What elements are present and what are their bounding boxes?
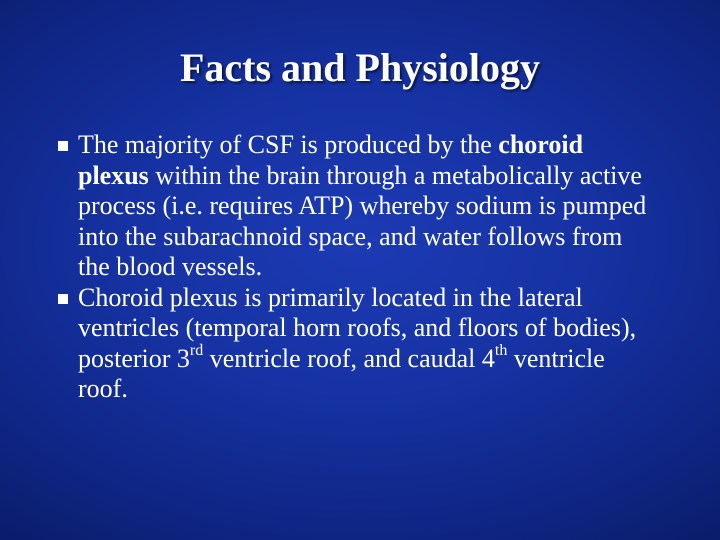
bullet-text: The majority of CSF is produced by the (78, 130, 499, 159)
slide-title: Facts and Physiology (179, 45, 541, 90)
bold-term-choroid-plexus: choroid plexus (78, 130, 584, 190)
bullet-item-choroid-location (58, 283, 658, 405)
superscript-ordinal: th (494, 341, 508, 359)
bullet-list (58, 130, 658, 405)
square-bullet-icon (58, 141, 68, 151)
square-bullet-icon (58, 294, 68, 304)
superscript-ordinal: rd (189, 341, 204, 359)
bullet-text: ventricle roof. (78, 343, 605, 403)
bullet-text: Choroid plexus is primarily located in the lateral ventricles (temporal horn roofs, and floors of bodies), posterior 3 (78, 282, 637, 373)
bullet-text: ventricle roof, and caudal 4 (203, 343, 495, 373)
bullet-text: within the brain through a metabolically active process (i.e. requires ATP) whereby sodium is pumped into the subarachnoid space, and water follows from the blood vessels. (78, 160, 647, 281)
bullet-item-csf-production (58, 130, 658, 283)
